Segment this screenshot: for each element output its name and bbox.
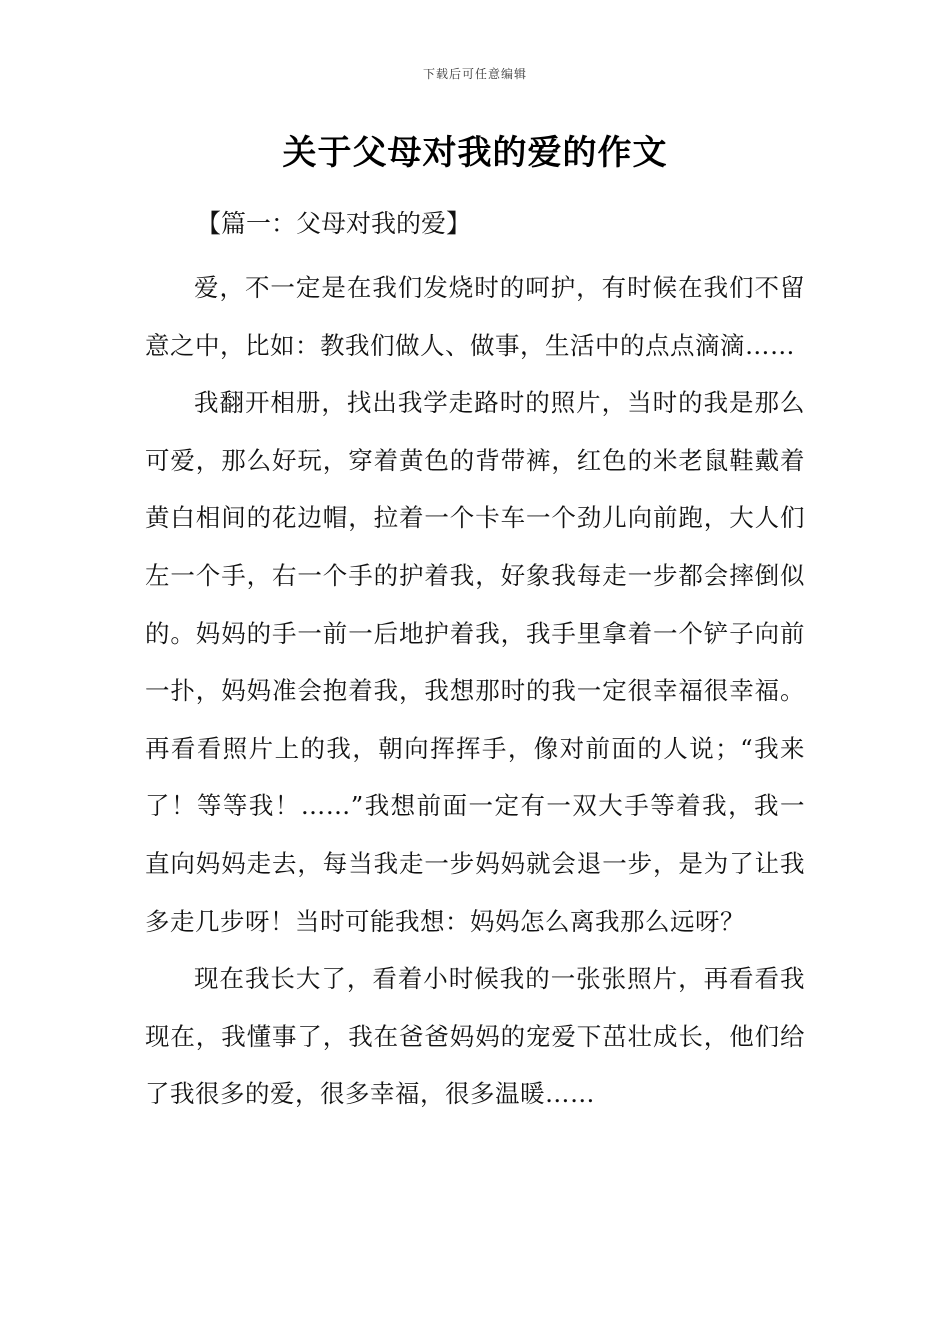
paragraph-2: 我翻开相册，找出我学走路时的照片，当时的我是那么可爱，那么好玩，穿着黄色的背带裤，红色的米老鼠鞋戴着黄白相间的花边帽，拉着一个卡车一个劲儿向前跑，大人们左一个手，右一个手的护着我，好象我每走一步都会摔倒似的。妈妈的手一前一后地护着我，我手里拿着一个铲子向前一扑，妈妈准会抱着我，我想那时的我一定很幸福很幸福。再看看照片上的我，朝向挥挥手，像对前面的人说；“我来了！等等我！……”我想前面一定有一双大手等着我，我一直向妈妈走去，每当我走一步妈妈就会退一步，是为了让我多走几步呀！当时可能我想：妈妈怎么离我那么远呀？ <box>145 388 805 936</box>
document-title: 关于父母对我的爱的作文 <box>282 133 668 173</box>
header-note: 下载后可任意编辑 <box>422 67 527 81</box>
document-body <box>145 259 805 1123</box>
paragraph-3: 现在我长大了，看着小时候我的一张张照片，再看看我现在，我懂事了，我在爸爸妈妈的宠爱下茁壮成长，他们给了我很多的爱，很多幸福，很多温暖…… <box>145 964 805 1109</box>
paragraph-1: 爱，不一定是在我们发烧时的呵护，有时候在我们不留意之中，比如：教我们做人、做事，生活中的点点滴滴…… <box>145 273 805 360</box>
section-heading: 【篇一：父母对我的爱】 <box>196 209 472 238</box>
